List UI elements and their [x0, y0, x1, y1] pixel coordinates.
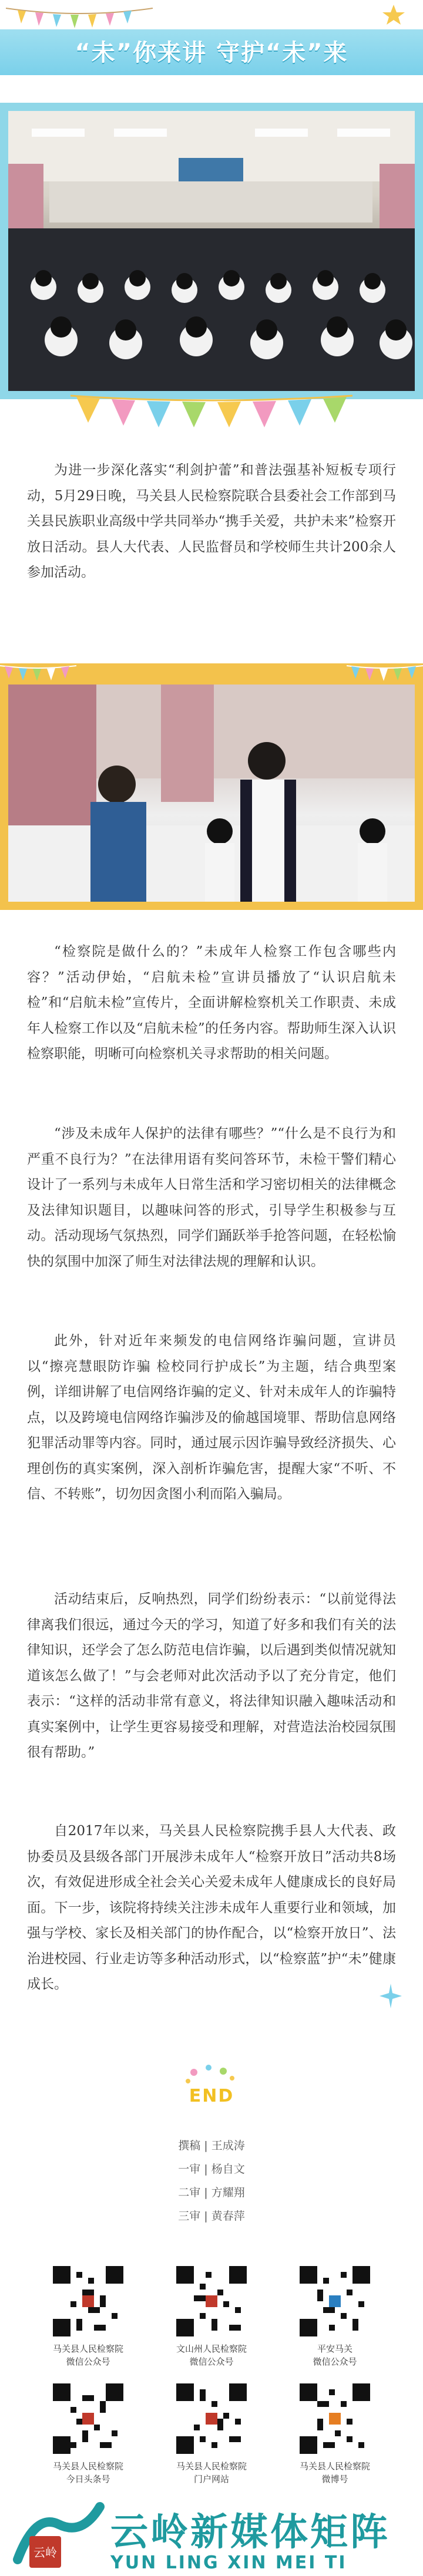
- photo-frame-1: [0, 103, 423, 399]
- paragraph-opening: “检察院是做什么的？”未成年人检察工作包含哪些内容？”活动伊始，“启航未检”宣讲员播放了“认识启航未检”和“启航未检”宣传片，全面讲解检察机关工作职责、未成年人检察工作以及“启航未检”的任务内容。帮助师生深入认识检察职能，明晰可向检察机关寻求帮助的相关问题。: [27, 944, 396, 1061]
- qr-code-icon: [176, 2266, 247, 2336]
- page-title: “未”你来讲 守护“未”来: [75, 39, 348, 66]
- paragraph-fraud: 此外，针对近年来频发的电信网络诈骗问题，宣讲员以“擦亮慧眼防诈骗 检校同行护成长”为主题，结合典型案例，详细讲解了电信网络诈骗的定义、针对未成年人的诈骗特点，以及跨境电信网络诈骗涉及的偷越国境罪、帮助信息网络犯罪活动罪等内容。同时，通过展示因诈骗导致经济损失、心理创伤的真实案例，深入剖析诈骗危害，提醒大家“不听、不信、不转账”，切勿因贪图小利而陷入骗局。: [27, 1333, 396, 1502]
- sparkle-icon: [376, 1981, 405, 2011]
- credit-review-2: 二审 | 方耀翔: [178, 2186, 245, 2199]
- star-icon: [376, 4, 411, 27]
- paragraph-intro: 为进一步深化落实“利剑护蕾”和普法强基补短板专项行动，5月29日晚，马关县人民检察院联合县委社会工作部到马关县民族职业高级中学共同举办“携手关爱，共护未来”检察开放日活动。县人大代表、人民监督员和学校师生共计200余人参加活动。: [27, 463, 396, 580]
- qr-code-icon: [300, 2266, 370, 2336]
- photo-frame-2: [0, 663, 423, 910]
- qr-label-2: 文山州人民检察院 微信公众号: [176, 2344, 247, 2367]
- qr-code-weibo[interactable]: [300, 2383, 370, 2454]
- qr-label-6: 马关县人民检察院 微博号: [299, 2461, 370, 2484]
- credit-review-1: 一审 | 杨自文: [178, 2163, 245, 2176]
- meeting-hall-photo: [8, 111, 415, 391]
- credit-author: 撰稿 | 王成涛: [178, 2139, 245, 2152]
- end-label: END: [189, 2086, 234, 2106]
- qr-code-icon: [300, 2383, 370, 2454]
- classroom-photo: [8, 685, 415, 902]
- auditorium-illustration: [8, 111, 415, 391]
- qr-label-4: 马关县人民检察院 今日头条号: [52, 2461, 123, 2484]
- flag-garland-right-icon: [347, 663, 423, 685]
- paragraph-outlook: 自2017年以来，马关县人民检察院携手县人大代表、政协委员及县级各部门开展涉未成年人“检察开放日”活动共8场次，有效促进形成全社会关心关爱未成年人健康成长的良好局面。下一步，该院将持续关注涉未成年人重要行业和领域，加强与学校、家长及相关部门的协作配合，以“检察开放日”、法治进校园、行业走访等多种活动形式，以“检察蓝”护“未”健康成长。: [27, 1823, 396, 1992]
- seal-text: 云岭: [33, 2545, 57, 2560]
- pennant-garland-icon: [70, 393, 352, 429]
- qr-label-5: 马关县人民检察院 门户网站: [176, 2461, 247, 2484]
- yunling-seal-logo-icon: [12, 2501, 106, 2574]
- classroom-illustration: [8, 685, 415, 902]
- qr-code-website[interactable]: [176, 2383, 247, 2454]
- flag-garland-icon: [6, 4, 153, 32]
- paragraph-feedback: 活动结束后，反响热烈，同学们纷纷表示：“以前觉得法律离我们很远，通过今天的学习，知道了好多和我们有关的法律知识，还学会了怎么防范电信诈骗，以后遇到类似情况就知道该怎么做了！”与会老师对此次活动予以了充分肯定，他们表示：“这样的活动非常有意义，将法律知识融入趣味活动和真实案例中，让学生更容易接受和理解，对营造法治校园氛围很有帮助。”: [27, 1592, 396, 1760]
- qr-code-icon: [176, 2383, 247, 2454]
- flag-garland-left-icon: [0, 663, 76, 685]
- qr-code-wechat-county[interactable]: [53, 2266, 123, 2336]
- qr-label-3: 平安马关 微信公众号: [313, 2344, 357, 2367]
- qr-code-wechat-prefecture[interactable]: [176, 2266, 247, 2336]
- qr-code-wechat-pingan[interactable]: [300, 2266, 370, 2336]
- paragraph-quiz: “涉及未成年人保护的法律有哪些？”“什么是不良行为和严重不良行为？”在法律用语有奖问答环节，未检干警们精心设计了一系列与未成年人日常生活和学习密切相关的法律概念及法律知识题目，以趣味问答的形式，引导学生积极参与互动。活动现场气氛热烈，同学们踊跃举手抢答问题，在轻松愉快的氛围中加深了师生对法律法规的理解和认识。: [27, 1126, 396, 1269]
- qr-code-icon: [53, 2266, 123, 2336]
- qr-label-1: 马关县人民检察院 微信公众号: [52, 2344, 123, 2367]
- footer-brand-cn: 云岭新媒体矩阵: [110, 2511, 390, 2554]
- footer-brand-en: YUN LING XIN MEI TI: [110, 2553, 347, 2573]
- qr-code-icon: [53, 2383, 123, 2454]
- credit-review-3: 三审 | 黄春萍: [178, 2210, 245, 2223]
- header-banner: [0, 0, 423, 88]
- qr-code-toutiao[interactable]: [53, 2383, 123, 2454]
